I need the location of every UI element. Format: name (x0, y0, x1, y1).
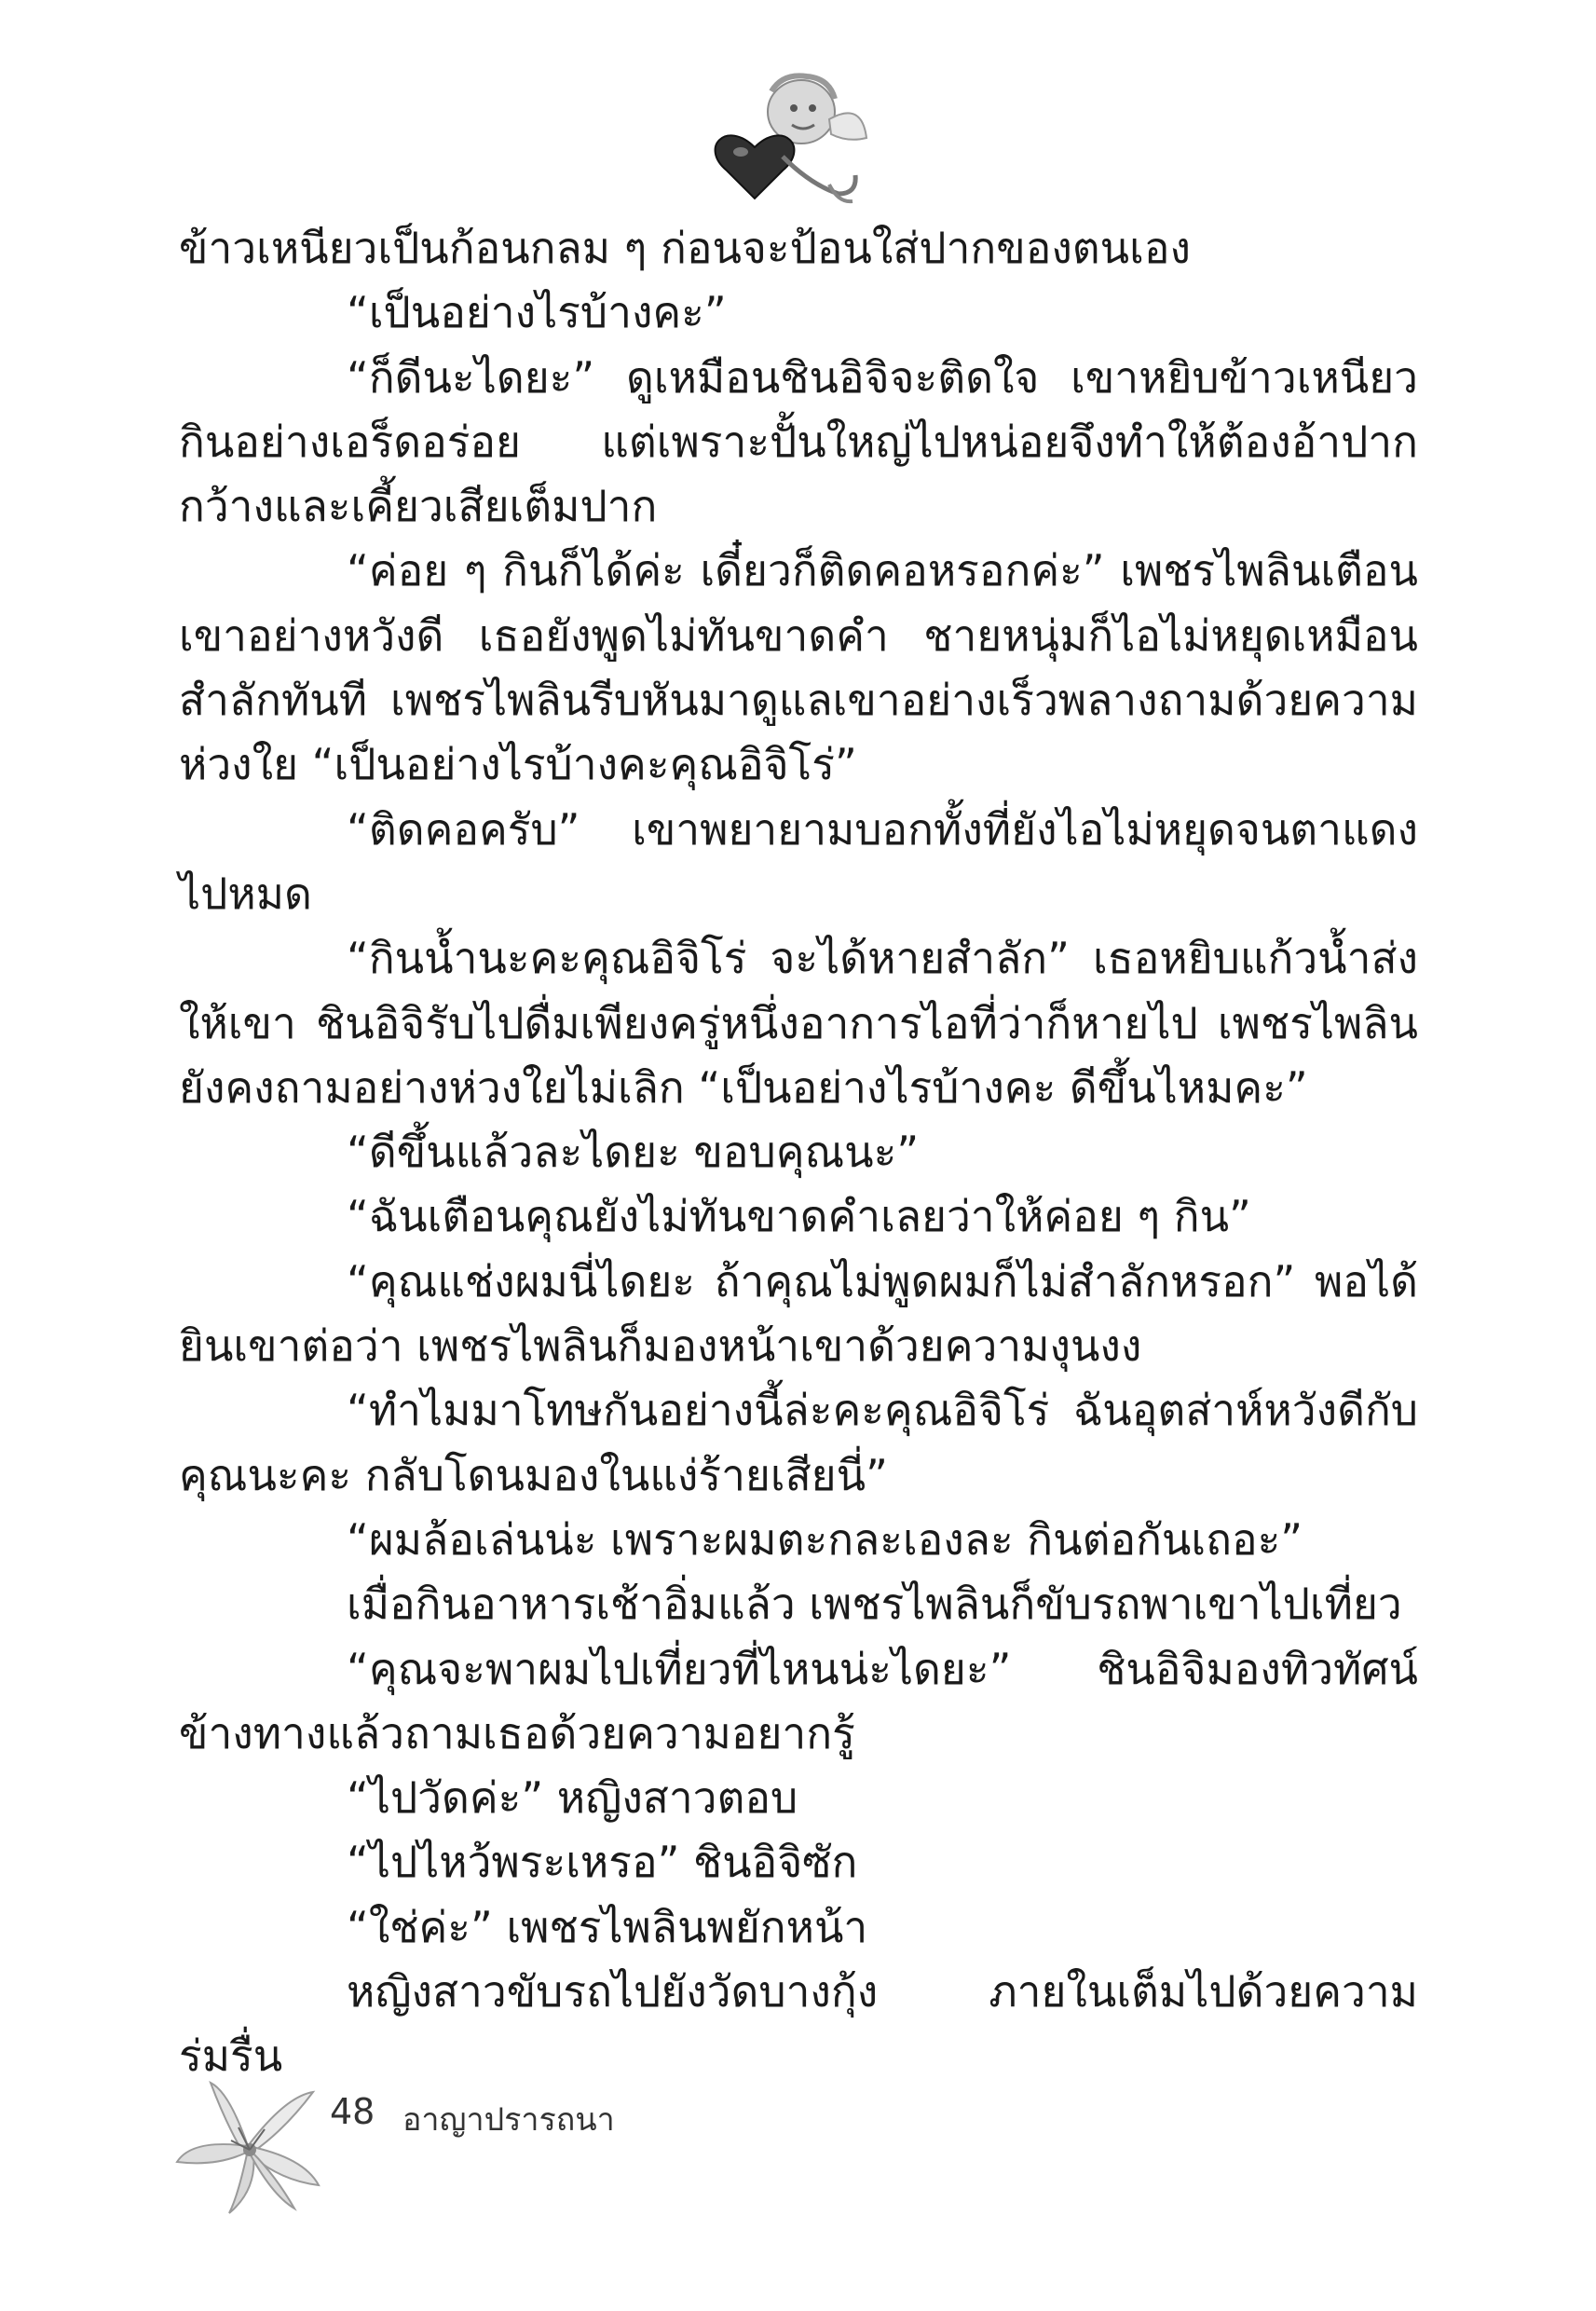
paragraph: “ใช่ค่ะ” เพชรไพลินพยักหน้า (347, 1901, 868, 1952)
paragraph: “ไปไหว้พระเหรอ” ชินอิจิซัก (347, 1837, 858, 1888)
paragraph: “ก็ดีนะไดยะ” ดูเหมือนชินอิจิจะติดใจ เขาหยิบข้าวเหนียวกินอย่างเอร็ดอร่อย แต่เพราะปั้นใหญ่ไปหน่อยจึงทำให้ต้องอ้าปากกว้างและเคี้ยวเสียเต็มปาก (179, 351, 1418, 532)
paragraph: “คุณจะพาผมไปเที่ยวที่ไหนน่ะไดยะ” ชินอิจิมองทิวทัศน์ข้างทางแล้วถามเธอด้วยความอยากรู้ (179, 1643, 1418, 1758)
paragraph: “ฉันเตือนคุณยังไม่ทันขาดคำเลยว่าให้ค่อย ๆ กิน” (347, 1191, 1251, 1242)
paragraph: “ติดคอครับ” เขาพยายามบอกทั้งที่ยังไอไม่หยุดจนตาแดงไปหมด (179, 803, 1418, 919)
paragraph: “ไปวัดค่ะ” หญิงสาวตอบ (347, 1772, 798, 1824)
body-text (179, 216, 1418, 2089)
paragraph: “ดีขึ้นแล้วละไดยะ ขอบคุณนะ” (347, 1127, 920, 1178)
paragraph: “ผมล้อเล่นน่ะ เพราะผมตะกละเองละ กินต่อกันเถอะ” (347, 1513, 1303, 1565)
paragraph: ข้าวเหนียวเป็นก้อนกลม ๆ ก่อนจะป้อนใส่ปากของตนเอง (179, 223, 1191, 273)
paragraph: “คุณแช่งผมนี่ไดยะ ถ้าคุณไม่พูดผมก็ไม่สำลักหรอก” พอได้ยินเขาต่อว่า เพชรไพลินก็มองหน้าเขาด้วยความงุนงง (179, 1255, 1418, 1372)
paragraph: “เป็นอย่างไรบ้างคะ” (347, 287, 727, 338)
page-number: 48 (330, 2091, 375, 2132)
paragraph: เมื่อกินอาหารเช้าอิ่มแล้ว เพชรไพลินก็ขับรถพาเขาไปเที่ยว (347, 1579, 1402, 1630)
paragraph: “ค่อย ๆ กินก็ได้ค่ะ เดี๋ยวก็ติดคอหรอกค่ะ” เพชรไพลินเตือนเขาอย่างหวังดี เธอยังพูดไม่ทันขาดคำ ชายหนุ่มก็ไอไม่หยุดเหมือนสำลักทันที เพชรไพลินรีบหันมาดูแลเขาอย่างเร็วพลางถามด้วยความห่วงใย “เป็นอย่างไรบ้างคะคุณอิจิโร่” (179, 545, 1418, 790)
paragraph: หญิงสาวขับรถไปยังวัดบางกุ้ง ภายในเต็มไปด้วยความร่มรื่น (179, 1966, 1418, 2082)
cupid-heart-icon (689, 54, 876, 212)
book-title: อาญาปรารถนา (402, 2101, 615, 2139)
paragraph: “ทำไมมาโทษกันอย่างนี้ล่ะคะคุณอิจิโร่ ฉันอุตส่าห์หวังดีกับคุณนะคะ กลับโดนมองในแง่ร้ายเสียนี่” (179, 1385, 1418, 1500)
paragraph: “กินน้ำนะคะคุณอิจิโร่ จะได้หายสำลัก” เธอหยิบแก้วน้ำส่งให้เขา ชินอิจิรับไปดื่มเพียงครู่หนึ่งอาการไอที่ว่าก็หายไป เพชรไพลินยังคงถามอย่างห่วงใยไม่เลิก “เป็นอย่างไรบ้างคะ ดีขึ้นไหมคะ” (179, 933, 1418, 1113)
lily-flower-icon (173, 2073, 322, 2218)
